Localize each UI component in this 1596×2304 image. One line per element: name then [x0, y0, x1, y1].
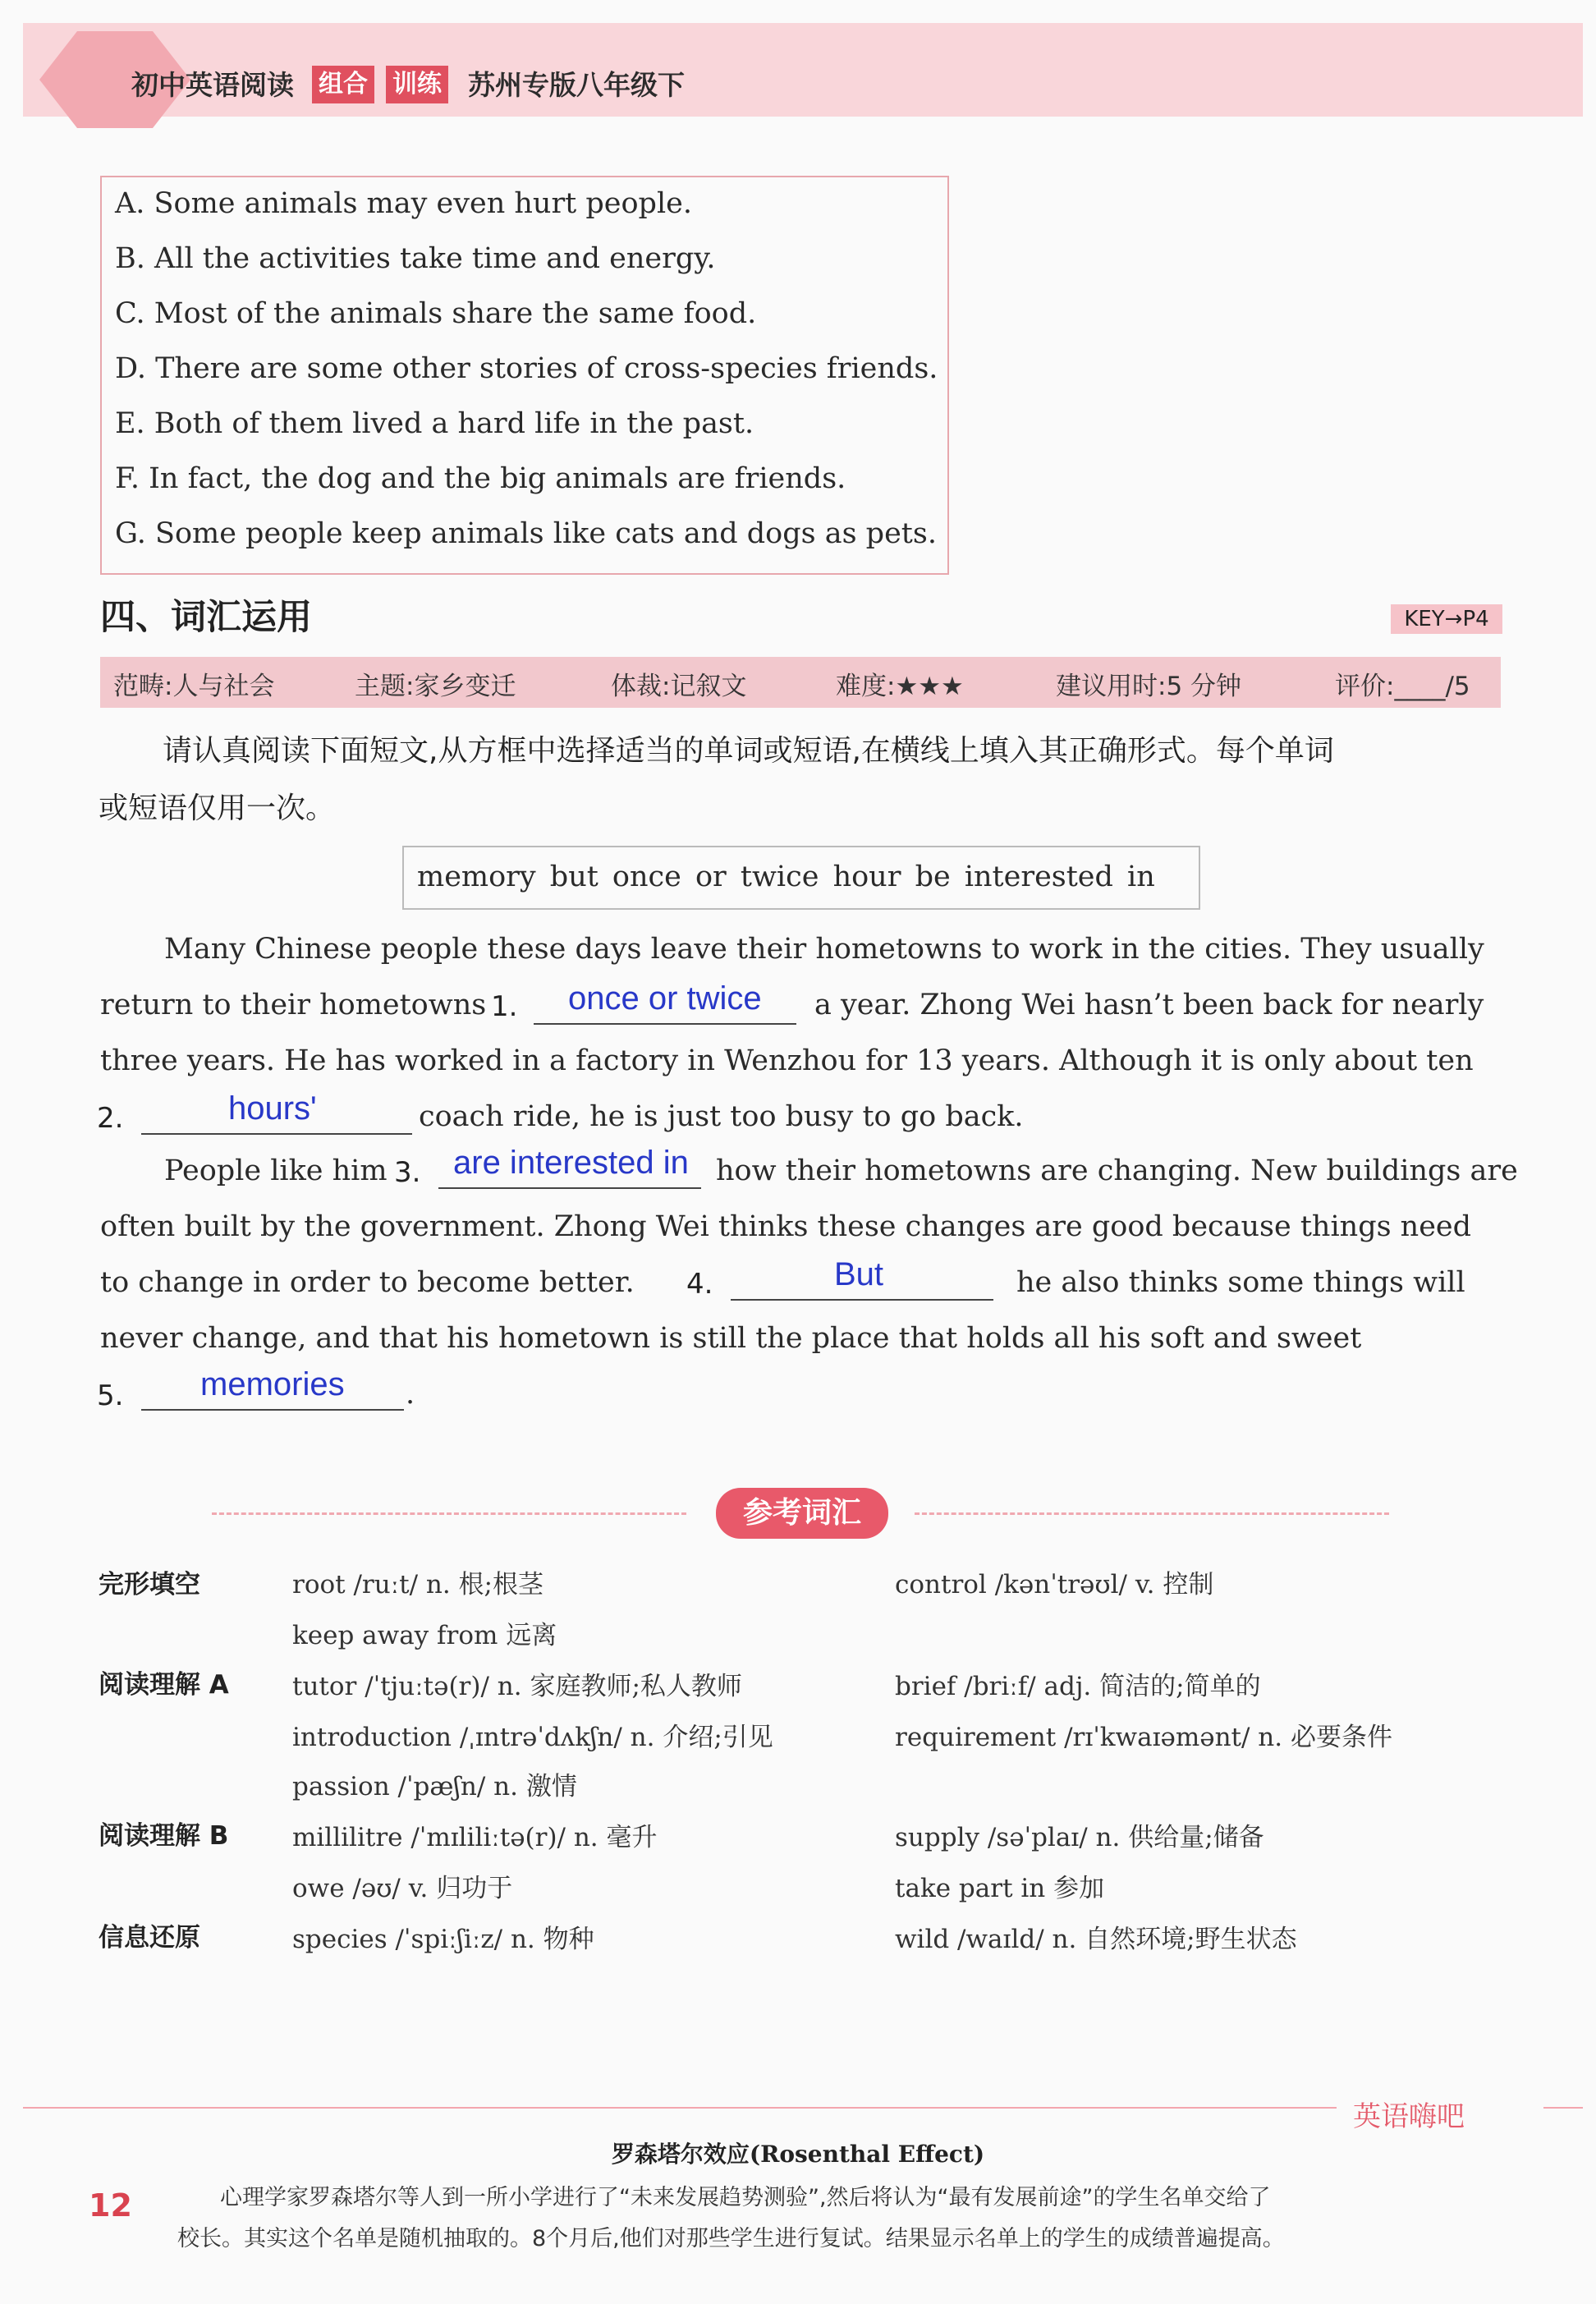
vocab-category: 信息还原: [99, 1923, 200, 1953]
passage-line: how their hometowns are changing. New buildings are: [716, 1154, 1518, 1187]
passage-line: to change in order to become better.: [100, 1266, 635, 1299]
vocab-entry: root /ruːt/ n. 根;根茎: [292, 1570, 544, 1599]
vocab-category: 阅读理解 A: [99, 1670, 229, 1700]
option-f: F. In fact, the dog and the big animals are friends.: [115, 462, 846, 495]
option-a: A. Some animals may even hurt people.: [115, 187, 692, 220]
passage-line: he also thinks some things will: [1016, 1266, 1465, 1299]
book-combo-tag: 组合: [312, 66, 374, 103]
passage-line: return to their hometowns: [100, 989, 487, 1021]
option-b: B. All the activities take time and energy.: [115, 242, 716, 275]
info-score: 评价:____/5: [1335, 672, 1470, 701]
vocab-entry: keep away from 远离: [292, 1621, 557, 1650]
vocab-entry: control /kənˈtrəʊl/ v. 控制: [895, 1570, 1214, 1599]
vocab-entry: introduction /ˌɪntrəˈdʌkʃn/ n. 介绍;引见: [292, 1723, 773, 1752]
info-time: 建议用时:5 分钟: [1056, 672, 1242, 701]
blank-number-4: 4.: [686, 1268, 713, 1301]
answer-4: But: [834, 1256, 884, 1292]
blank-4-line: [731, 1299, 993, 1301]
vocab-entry: millilitre /ˈmɪliliːtə(r)/ n. 毫升: [292, 1823, 658, 1852]
section-title: 四、词汇运用: [100, 597, 312, 638]
footer-body-line-1: 心理学家罗森塔尔等人到一所小学进行了“未来发展趋势测验”,然后将认为“最有发展前途”的学生名单交给了: [220, 2185, 1271, 2210]
option-e: E. Both of them lived a hard life in the past.: [115, 407, 754, 440]
divider-left: [212, 1512, 686, 1515]
passage-period: .: [406, 1378, 415, 1411]
passage-line: coach ride, he is just too busy to go back.: [419, 1100, 1024, 1133]
page-number: 12: [89, 2187, 132, 2224]
vocab-entry: supply /səˈplaɪ/ n. 供给量;储备: [895, 1823, 1264, 1852]
passage-line: a year. Zhong Wei hasn’t been back for nearly: [814, 989, 1484, 1021]
option-g: G. Some people keep animals like cats and dogs as pets.: [115, 517, 937, 550]
reference-vocabulary-tag: 参考词汇: [716, 1488, 888, 1539]
vocab-entry: owe /əʊ/ v. 归功于: [292, 1874, 513, 1903]
info-difficulty: 难度:★★★: [836, 672, 964, 701]
vocab-entry: species /ˈspiːʃiːz/ n. 物种: [292, 1925, 594, 1954]
footer-brand: 英语嗨吧: [1353, 2100, 1465, 2133]
book-train-tag: 训练: [386, 66, 448, 103]
word-bank: memory but once or twice hour be interested in: [417, 861, 1155, 893]
answer-3: are interested in: [453, 1145, 689, 1181]
vocab-entry: take part in 参加: [895, 1874, 1105, 1903]
info-theme: 主题:家乡变迁: [355, 672, 516, 701]
instruction-line-2: 或短语仅用一次。: [99, 792, 336, 825]
blank-5-line: [141, 1409, 404, 1411]
instruction-line-1: 请认真阅读下面短文,从方框中选择适当的单词或短语,在横线上填入其正确形式。每个单词: [163, 734, 1334, 768]
answer-5: memories: [200, 1366, 345, 1402]
vocab-entry: wild /waɪld/ n. 自然环境;野生状态: [895, 1925, 1297, 1954]
passage-line: Many Chinese people these days leave their hometowns to work in the cities. They usually: [164, 933, 1484, 966]
vocab-category: 完形填空: [99, 1570, 200, 1599]
book-series-title: 初中英语阅读: [131, 69, 294, 101]
exercise-info-bar: [100, 657, 1501, 708]
blank-1-line: [534, 1023, 796, 1025]
passage-line: often built by the government. Zhong Wei thinks these changes are good because things need: [100, 1210, 1472, 1243]
blank-2-line: [141, 1133, 412, 1135]
blank-3-line: [438, 1187, 701, 1189]
blank-number-2: 2.: [97, 1102, 124, 1135]
footer-body-line-2: 校长。其实这个名单是随机抽取的。8个月后,他们对那些学生进行复试。结果显示名单上的学生的成绩普遍提高。: [177, 2226, 1285, 2251]
vocab-entry: passion /ˈpæʃn/ n. 激情: [292, 1772, 577, 1801]
blank-number-3: 3.: [394, 1156, 421, 1189]
divider-right: [915, 1512, 1389, 1515]
book-edition-title: 苏州专版八年级下: [468, 69, 685, 101]
option-c: C. Most of the animals share the same food.: [115, 297, 757, 330]
answer-key-reference: KEY→P4: [1391, 604, 1502, 634]
vocab-entry: tutor /ˈtjuːtə(r)/ n. 家庭教师;私人教师: [292, 1672, 742, 1701]
vocab-category: 阅读理解 B: [99, 1821, 229, 1851]
answer-1: once or twice: [568, 980, 762, 1017]
footer-title: 罗森塔尔效应(Rosenthal Effect): [611, 2141, 985, 2168]
info-genre: 体裁:记叙文: [611, 672, 747, 701]
blank-number-1: 1.: [491, 990, 518, 1023]
blank-number-5: 5.: [97, 1379, 124, 1412]
passage-line: People like him: [164, 1154, 388, 1187]
footer-divider-right: [1543, 2107, 1583, 2109]
option-d: D. There are some other stories of cross-species friends.: [115, 352, 938, 385]
vocab-entry: brief /briːf/ adj. 简洁的;简单的: [895, 1672, 1261, 1701]
answer-2: hours': [228, 1090, 317, 1127]
info-category: 范畴:人与社会: [113, 672, 275, 701]
footer-divider: [23, 2107, 1337, 2109]
vocab-entry: requirement /rɪˈkwaɪəmənt/ n. 必要条件: [895, 1723, 1392, 1752]
passage-line: never change, and that his hometown is still the place that holds all his soft and sweet: [100, 1322, 1362, 1355]
passage-line: three years. He has worked in a factory in Wenzhou for 13 years. Although it is only about ten: [100, 1044, 1474, 1077]
